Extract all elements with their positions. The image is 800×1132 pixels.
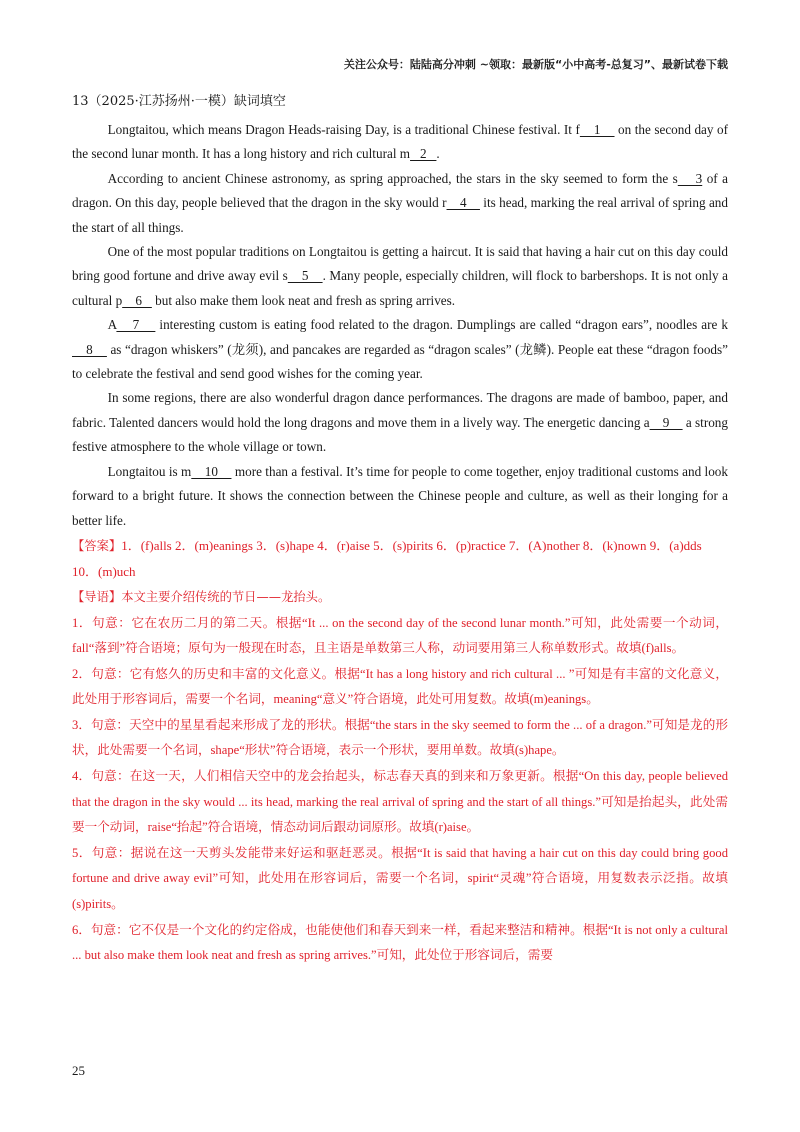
answer-text: 1．(f)alls 2．(m)eanings 3．(s)hape 4．(r)aise 5．(s)pirits 6．(p)ractice 7．(A)nother 8．(k)nown 9．(a)dds 10．(m)uch: [72, 537, 702, 580]
blank-7: 7: [116, 317, 156, 333]
explanation-5: 5．句意：据说在这一天剪头发能带来好运和驱赶恶灵。根据“It is said that having a hair cut on this day could bring good fortune and drive away evil”可知，此处用在形容词后，需要一个名词，spirit“灵魂”符合语境，用复数表示泛指。故填(s)pirits。: [72, 845, 728, 912]
blank-9: 9: [649, 414, 683, 430]
guide-section: [72, 585, 728, 611]
explanation-4: 4．句意：在这一天，人们相信天空中的龙会抬起头，标志春天真的到来和万象更新。根据“On this day, people believed that the dragon in the sky would ... its head, marking the real arrival of spring and the start of all things.”可知是抬起头，此处需要一个动词，raise“抬起”符合语境，情态动词后跟动词原形。故填(r)aise。: [72, 769, 728, 835]
passage-paragraph: A 7 interesting custom is eating food related to the dragon. Dumplings are called “dragon ears”, noodles are k 8 as “dragon whiskers” (龙须), and pancakes are regarded as “dragon scales” (龙鳞). People eat these “dragon foods” to celebrate the festival and send good wishes for the coming year.: [72, 317, 729, 382]
page-number: 25: [72, 1063, 85, 1078]
blank-1: 1: [579, 122, 615, 137]
explanation-6: 6．句意：它不仅是一个文化的约定俗成，也能使他们和春天到来一样，看起来整洁和精神。根据“It is not only a cultural ... but also make them look neat and fresh as spring arrives.”可知，此处位于形容词后，需要: [72, 922, 728, 963]
explanation-3: 3．句意：天空中的星星看起来形成了龙的形状。根据“the stars in the sky seemed to form the ... of a dragon.”可知是龙的形状，此处需要一个名词，shape“形状”符合语境，表示一个形状，要用单数。故填(s)hape。: [72, 717, 728, 758]
blank-6: 6: [122, 292, 152, 308]
passage-paragraph: One of the most popular traditions on Longtaitou is getting a haircut. It is said that having a hair cut on this day could bring good fortune and drive away evil s 5 . Many people, especially children, will flock to barbershops. It is not only a cultural p 6 but also make them look neat and fresh as spring arrives.: [72, 244, 728, 308]
explanation-1: 1．句意：它在农历二月的第二天。根据“It ... on the second day of the second lunar month.”可知，此处需要一个动词，fall“落到”符合语境；原句为一般现在时态，且主语是单数第三人称，动词要用第三人称单数形式。故填(f)alls。: [72, 615, 728, 656]
blank-10: 10: [191, 463, 232, 479]
answer-label: 【答案】: [72, 538, 122, 553]
blank-5: 5: [287, 268, 323, 284]
guide-text: 本文主要介绍传统的节日——龙抬头。: [121, 589, 331, 604]
passage-paragraph: In some regions, there are also wonderful dragon dance performances. The dragons are made of bamboo, paper, and fabric. Talented dancers would hold the long dragons and move them in a lively way. The energetic dancing a 9 a strong festive atmosphere to the whole village or town.: [72, 390, 728, 455]
content: [72, 92, 728, 969]
passage-paragraph: Longtaitou, which means Dragon Heads-raising Day, is a traditional Chinese festival. It f 1 on the second day of the second lunar month. It has a long history and rich cultural m 2 .: [72, 122, 728, 162]
passage-paragraph: According to ancient Chinese astronomy, as spring approached, the stars in the sky seemed to form the s 3 of a dragon. On this day, people believed that the dragon in the sky would r 4 its head, marking the real arrival of spring and the start of all things.: [72, 170, 728, 235]
answer-section: [72, 533, 728, 585]
passage: [72, 118, 728, 533]
page-header: 关注公众号：陆陆高分冲刺 ~领取：最新版“小中高考-总复习”、最新试卷下载: [343, 58, 728, 71]
blank-4: 4: [446, 195, 480, 211]
blank-2: 2: [410, 146, 437, 162]
explanation-2: 2．句意：它有悠久的历史和丰富的文化意义。根据“It has a long history and rich cultural ... ”可知是有丰富的文化意义，此处用于形容词后，需要一个名词，meaning“意义”符合语境，此处可用复数。故填(m)eanings。: [72, 666, 728, 707]
blank-3: 3: [677, 170, 703, 186]
question-title: 13（2025·江苏扬州·一模）缺词填空: [72, 94, 286, 109]
blank-8: 8: [72, 341, 107, 357]
guide-label: 【导语】: [72, 589, 122, 604]
passage-paragraph: Longtaitou is m 10 more than a festival. It’s time for people to come together, enjoy traditional customs and look forward to a bright future. It shows the connection between the Chinese people and culture, as well as their longing for a better life.: [72, 463, 728, 528]
